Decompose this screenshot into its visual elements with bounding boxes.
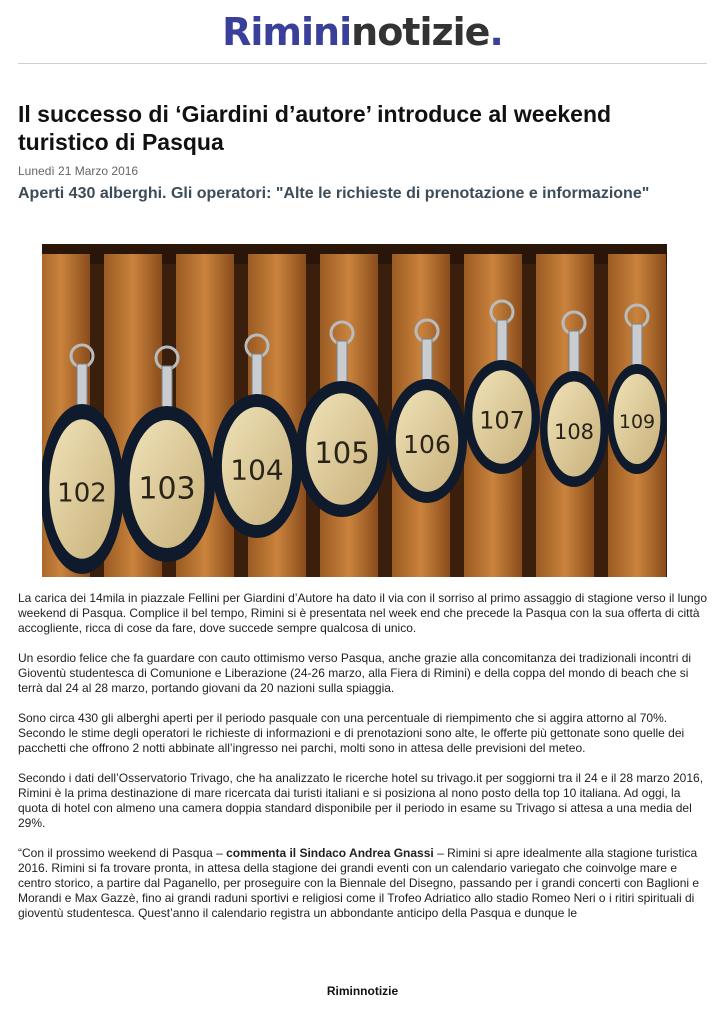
footer-site-name: Riminnotizie — [326, 984, 399, 998]
quote-paragraph — [18, 846, 708, 921]
article-body — [18, 591, 708, 936]
key-tag-number: 108 — [553, 420, 595, 445]
key-tag-number: 102 — [57, 478, 107, 509]
paragraph: La carica dei 14mila in piazzale Fellini per Giardini d’Autore ha dato il via con il sorriso al primo assaggio di stagione verso il lungo weekend di Pasqua. Complice il bel tempo, Rimini si è presentata nel week end che precede la Pasqua con la sua offerta di città accogliente, ricca di cose da fare, dove succede sempre qualcosa di unico. — [18, 591, 708, 635]
key-tag-number: 109 — [618, 411, 656, 433]
key-tag-number: 106 — [403, 430, 451, 459]
masthead — [0, 8, 725, 56]
logo-rimini: Rimini — [222, 10, 352, 54]
key-tag-number: 104 — [230, 453, 284, 487]
quote-text-rest: – Rimini si apre idealmente alla stagione turistica 2016. Rimini si fa trovare pronta, in attesa della stagione dei grandi eventi con un calendario variegato che coinvolge mare e centro storico, a partire dal Paganello, per proseguire con la Biennale del Disegno, passando per i grandi concerti con Baglioni e Morandi e Max Gazzè, fino ai grandi raduni sportivi e religiosi come il Trofeo Adriatico allo stadio Romeo Neri o i ritiri spirituali di gioventù studentesca. Quest’anno il calendario registra un abbondante anticipo della Pasqua e dunque le — [18, 846, 700, 920]
quote-text-start: “Con il prossimo weekend di Pasqua – — [18, 846, 227, 860]
key-tag-number: 107 — [479, 406, 525, 435]
key-tag-number: 105 — [314, 435, 370, 470]
site-logo[interactable] — [0, 8, 725, 56]
article-subtitle: Aperti 430 alberghi. Gli operatori: "Alte le richieste di prenotazione e informazione" — [18, 185, 650, 202]
logo-dot: . — [489, 10, 503, 54]
key-tag-number: 103 — [138, 471, 196, 507]
quote-attribution: commenta il Sindaco Andrea Gnassi — [226, 846, 434, 860]
paragraph: Secondo i dati dell’Osservatorio Trivago, che ha analizzato le ricerche hotel su trivago.it per soggiorni tra il 24 e il 28 marzo 2016, Rimini è la prima destinazione di mare ricercata dai turisti italiani e si posiziona al nono posto della top 10 italiana. Ad oggi, la quota di hotel con almeno una camera doppia standard disponibile per il periodo in esame su Trivago si attesa a una media del 29%. — [18, 771, 704, 830]
logo-notizie: notizie — [351, 10, 490, 54]
article-date: Lunedì 21 Marzo 2016 — [18, 164, 139, 178]
article-title: Il successo di ‘Giardini d’autore’ introduce al weekend turistico di Pasqua — [18, 101, 612, 155]
article-photo — [42, 244, 667, 577]
paragraph: Sono circa 430 gli alberghi aperti per il periodo pasquale con una percentuale di riempimento che si aggira attorno al 70%. Secondo le stime degli operatori le richieste di informazioni e di prenotazioni sono alte, le offerte più gettonate sono quelle dei pacchetti che offrono 2 notti abbinate all’ingresso nei parchi, molti sono in attesa delle previsioni del meteo. — [18, 711, 685, 755]
paragraph: Un esordio felice che fa guardare con cauto ottimismo verso Pasqua, anche grazie alla concomitanza dei tradizionali incontri di Gioventù studentesca di Comunione e Liberazione (24-26 marzo, alla Fiera di Rimini) e della coppa del mondo di beach che si terrà dal 24 al 28 marzo, portando giovani da 20 nazioni sulla spiaggia. — [18, 651, 692, 695]
header-divider — [18, 63, 707, 64]
